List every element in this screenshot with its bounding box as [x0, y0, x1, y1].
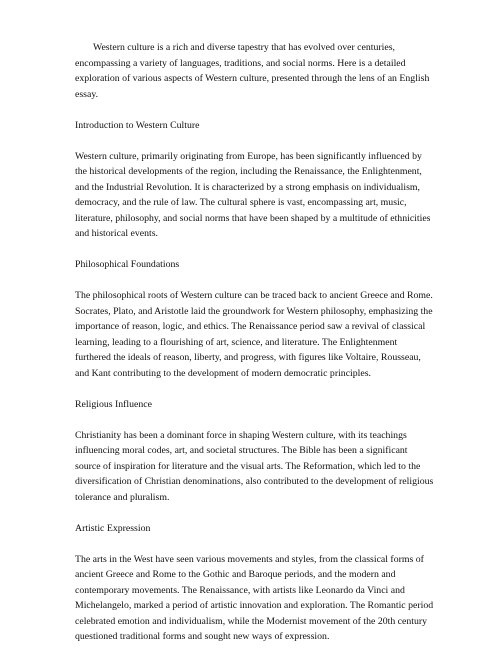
section-heading-introduction: Introduction to Western Culture	[75, 119, 200, 131]
section-body-introduction: Western culture, primarily originating from Europe, has been significantly influenced by the historical developments of the region, including the Renaissance, the Enlightenment, and the Industrial Revolution. It is characterized by a strong emphasis on individualism, democracy, and the rule of law. The cultural sphere is vast, encompassing art, music, literature, philosophy, and social norms that have been shaped by a multitude of ethnicities and historical events.	[75, 150, 431, 239]
section-heading-artistic: Artistic Expression	[75, 522, 151, 534]
section-body-philosophical: The philosophical roots of Western culture can be traced back to ancient Greece and Rome. Socrates, Plato, and Aristotle laid the groundwork for Western philosophy, emphasizing the importance of reason, logic, and ethics. The Renaissance period saw a revival of classical learning, leading to a flourishing of art, science, and literature. The Enlightenment furthered the ideals of reason, liberty, and progress, with figures like Voltaire, Rousseau, and Kant contributing to the development of modern democratic principles.	[75, 290, 433, 379]
section-heading-religious: Religious Influence	[75, 398, 152, 410]
intro-paragraph: Western culture is a rich and diverse tapestry that has evolved over centuries, encompassing a variety of languages, traditions, and social norms. Here is a detailed exploration of various aspects of Western culture, presented through the lens of an English essay.	[75, 42, 430, 100]
section-body-artistic: The arts in the West have seen various movements and styles, from the classical forms of ancient Greece and Rome to the Gothic and Baroque periods, and the modern and contemporary movements. The Renaissance, with artists like Leonardo da Vinci and Michelangelo, marked a period of artistic innovation and exploration. The Romantic period celebrated emotion and individualism, while the Modernist movement of the 20th century questioned traditional forms and sought new ways of expression.	[75, 553, 434, 642]
document-body	[75, 40, 435, 660]
section-body-religious: Christianity has been a dominant force in shaping Western culture, with its teachings influencing moral codes, art, and societal structures. The Bible has been a significant source of inspiration for literature and the visual arts. The Reformation, which led to the diversification of Christian denominations, also contributed to the development of religious tolerance and pluralism.	[75, 429, 434, 503]
section-heading-philosophical: Philosophical Foundations	[75, 259, 180, 270]
